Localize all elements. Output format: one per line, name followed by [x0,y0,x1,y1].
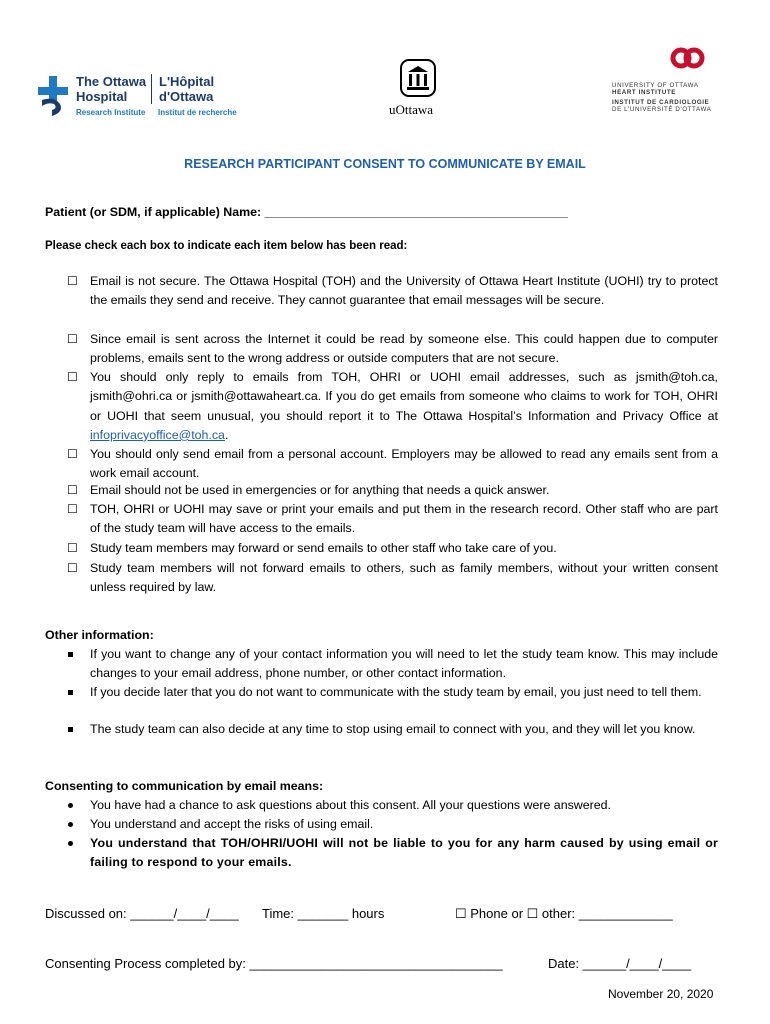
heart-institute-logo [612,46,732,118]
checklist-item: TOH, OHRI or UOHI may save or print your emails and put them in the research record. Other staff who are part of the study team will have access to the emails. [90,502,718,536]
discussed-on-field[interactable]: Discussed on: ______/____/____ [45,906,239,921]
checkbox-8[interactable]: ☐ [67,561,78,575]
checkbox-4[interactable]: ☐ [67,447,78,461]
date-field[interactable]: Date: ______/____/____ [548,956,692,971]
toh-name-en: The Ottawa Hospital [76,74,147,104]
checklist-item: Email is not secure. The Ottawa Hospital (TOH) and the University of Ottawa Heart Institute (UOHI) try to protect the emails they send and receive. They cannot guarantee that email messages will be secure. [90,274,718,308]
other-info-item: The study team can also decide at any time to stop using email to connect with you, and they will let you know. [90,722,696,736]
checklist-item: Since email is sent across the Internet it could be read by someone else. This could happen due to computer problems, emails sent to the wrong address or outside computers that are not secure. [90,332,718,366]
consent-item: You understand and accept the risks of using email. [90,817,374,831]
heart-line-2: HEART INSTITUTE [612,89,676,96]
checklist-item: You should only send email from a personal account. Employers may be allowed to read any emails sent from a work email account. [90,447,718,481]
checkbox-6[interactable]: ☐ [67,502,78,516]
other-info-heading: Other information: [45,628,154,642]
heart-line-3: INSTITUT DE CARDIOLOGIE [612,99,710,106]
time-field[interactable]: Time: _______ hours [262,906,385,921]
checkbox-5[interactable]: ☐ [67,483,78,497]
checklist-item: Study team members will not forward emails to others, such as family members, without your written consent unless required by law. [90,561,718,595]
uottawa-name: uOttawa [388,102,434,117]
square-bullet-icon [68,690,73,695]
privacy-email-link[interactable]: infoprivacyoffice@toh.ca [90,427,225,442]
toh-sub-fr: Institut de recherche [158,108,237,117]
uottawa-logo [378,58,444,120]
toh-cross-icon [38,76,72,118]
instruction-text: Please check each box to indicate each item below has been read: [45,240,408,252]
heart-icon [670,46,706,76]
toh-sub-en: Research Institute [76,108,146,117]
other-info-item: If you decide later that you do not want to communicate with the study team by email, you just need to tell them. [90,685,702,699]
period: . [224,427,229,442]
toh-name-fr: L'Hôpital d'Ottawa [151,74,214,104]
checkbox-3[interactable]: ☐ [67,370,78,384]
heart-line-1: UNIVERSITY OF OTTAWA [612,82,699,89]
square-bullet-icon [68,727,73,732]
checkbox-1[interactable]: ☐ [67,274,78,288]
checklist-item [90,368,718,445]
document-date: November 20, 2020 [608,987,714,1001]
round-bullet-icon [68,841,73,846]
checklist-item: Study team members may forward or send emails to other staff who take care of you. [90,541,557,555]
heart-line-4: DE L'UNIVERSITÉ D'OTTAWA [612,106,712,113]
consent-item: You have had a chance to ask questions about this consent. All your questions were answered. [90,798,611,812]
patient-name-field[interactable]: Patient (or SDM, if applicable) Name: ____________________________________________ [45,205,568,219]
round-bullet-icon [68,822,73,827]
uottawa-building-icon [398,58,438,98]
checkbox-2[interactable]: ☐ [67,332,78,346]
toh-logo [38,74,238,122]
contact-method-field[interactable]: ☐ Phone or ☐ other: _____________ [455,906,673,921]
round-bullet-icon [68,803,73,808]
other-info-item: If you want to change any of your contact information you will need to let the study team know. This may include changes to your email address, phone number, or other contact information. [90,647,718,681]
consent-heading: Consenting to communication by email means: [45,779,324,793]
square-bullet-icon [68,652,73,657]
checkbox-7[interactable]: ☐ [67,541,78,555]
checklist-item-text: You should only reply to emails from TOH, OHRI or UOHI email addresses, such as jsmith@toh.ca, jsmith@ohri.ca or jsmith@ottawaheart.ca. If you do get emails from someone who claims to work for TOH, OHRI or UOHI that seem unusual, you should report it to The Ottawa Hospital’s Information and Privacy Office at [90,370,718,423]
checklist-item: Email should not be used in emergencies or for anything that needs a quick answer. [90,483,550,497]
consent-item: You understand that TOH/OHRI/UOHI will not be liable to you for any harm caused by using email or failing to respond to your emails. [90,836,718,870]
consenting-process-field[interactable]: Consenting Process completed by: ___________________________________ [45,956,503,971]
page-title: RESEARCH PARTICIPANT CONSENT TO COMMUNICATE BY EMAIL [184,157,586,171]
